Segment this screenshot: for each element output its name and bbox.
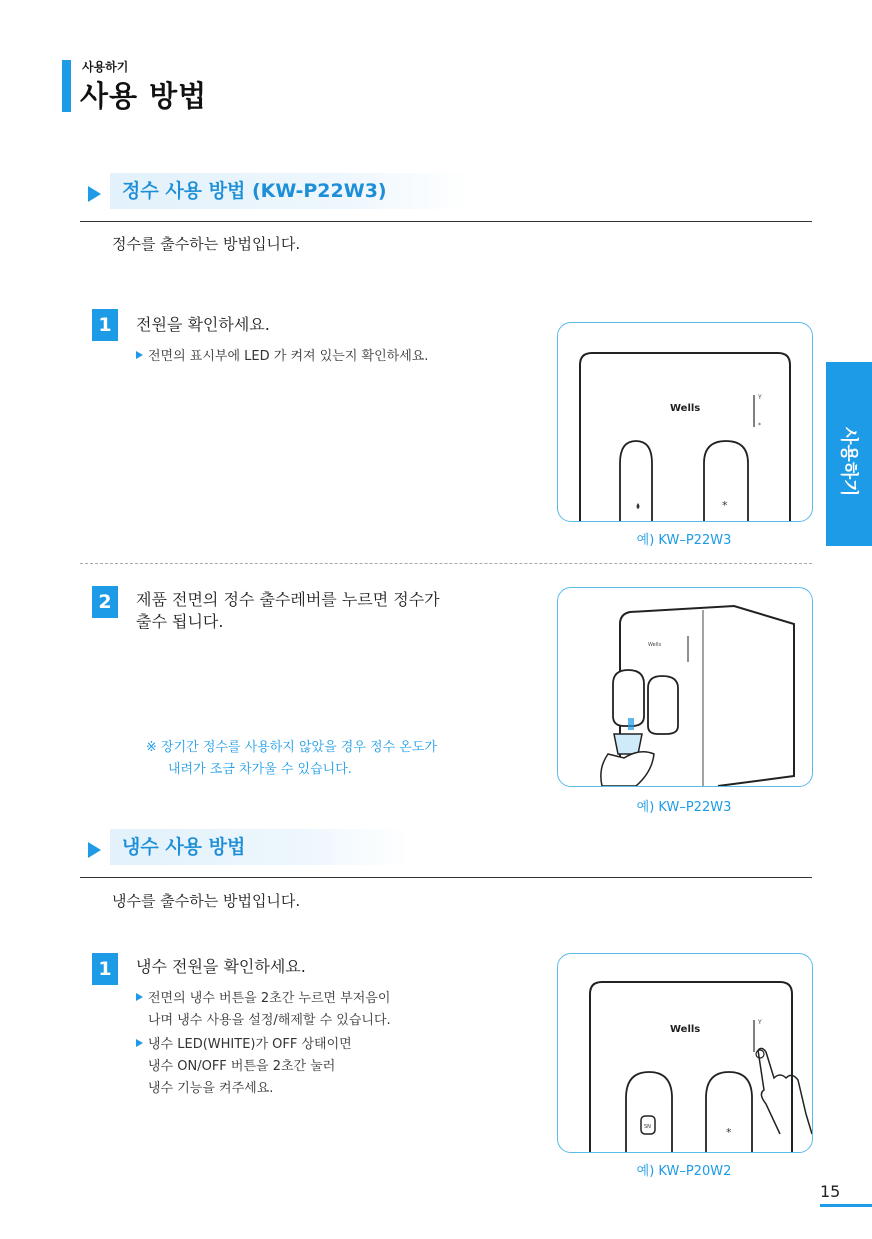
bullet-text: 전면의 표시부에 LED 가 켜져 있는지 확인하세요. — [148, 349, 429, 364]
side-chapter-tab — [826, 362, 872, 546]
bullet-text-cont: 나며 냉수 사용을 설정/해제할 수 있습니다. — [148, 1013, 391, 1028]
purifier-front-illustration — [558, 323, 812, 521]
step-number-badge: 1 — [92, 309, 118, 341]
step-title-line2: 출수 됩니다. — [136, 612, 224, 631]
page-number: 15 — [820, 1182, 841, 1201]
bullet-arrow-icon — [136, 1039, 143, 1047]
step-bullet-2 — [136, 1035, 352, 1055]
purifier-dispensing-illustration — [558, 588, 812, 786]
svg-text:*: * — [726, 1126, 732, 1139]
svg-text:Y: Y — [758, 1019, 762, 1026]
purifier-cold-illustration — [558, 954, 812, 1152]
svg-text:*: * — [722, 499, 728, 512]
brand-logo: Wells — [670, 1024, 701, 1035]
snowflake-icon — [726, 1126, 732, 1139]
bullet-arrow-icon — [136, 351, 143, 359]
dashed-divider — [80, 563, 812, 564]
section-heading-purified — [80, 173, 812, 222]
section-title: 냉수 사용 방법 — [122, 836, 246, 858]
svg-text:Y: Y — [758, 394, 762, 401]
triangle-bullet-icon — [88, 842, 101, 858]
product-figure-dispensing — [557, 587, 813, 787]
header-accent-bar — [62, 60, 71, 112]
figure-caption: 예) KW–P22W3 — [636, 533, 732, 548]
step-bullet-1 — [136, 989, 390, 1009]
svg-text:*: * — [758, 422, 761, 429]
bullet-text: 전면의 냉수 버튼을 2초간 누르면 부저음이 — [148, 991, 391, 1006]
side-chapter-tab-label: 사용하기 — [838, 427, 859, 497]
figure-caption: 예) KW–P20W2 — [636, 1164, 732, 1179]
triangle-bullet-icon — [88, 186, 101, 202]
page-title: 사용 방법 — [80, 79, 208, 113]
product-figure-front — [557, 322, 813, 522]
bullet-text-cont: 냉수 기능을 켜주세요. — [148, 1081, 274, 1096]
step-title-line1: 제품 전면의 정수 출수레버를 누르면 정수가 — [136, 590, 440, 609]
step-title: 냉수 전원을 확인하세요. — [136, 957, 306, 976]
brand-logo: Wells — [670, 403, 701, 414]
section-intro: 정수를 출수하는 방법입니다. — [112, 235, 301, 253]
figure-caption: 예) KW–P22W3 — [636, 800, 732, 815]
svg-text:SN: SN — [644, 1124, 651, 1130]
svg-text:Wells: Wells — [648, 642, 662, 648]
snowflake-icon — [722, 499, 728, 512]
step-title: 전원을 확인하세요. — [136, 315, 270, 334]
product-figure-cold-button — [557, 953, 813, 1153]
section-title: 정수 사용 방법 (KW-P22W3) — [122, 180, 387, 202]
bullet-text: 냉수 LED(WHITE)가 OFF 상태이면 — [148, 1037, 352, 1052]
section-heading-cold — [80, 829, 812, 878]
step-number-badge: 1 — [92, 953, 118, 985]
page-number-underline — [820, 1204, 872, 1207]
note-line2: 내려가 조금 차가울 수 있습니다. — [168, 762, 352, 777]
step-bullet — [136, 347, 428, 367]
bullet-text-cont: 냉수 ON/OFF 버튼을 2초간 눌러 — [148, 1059, 336, 1074]
section-intro: 냉수를 출수하는 방법입니다. — [112, 892, 301, 910]
note-line1: ※ 장기간 정수를 사용하지 않았을 경우 정수 온도가 — [146, 740, 437, 755]
bullet-arrow-icon — [136, 993, 143, 1001]
header-subtitle: 사용하기 — [82, 60, 129, 74]
step-number-badge: 2 — [92, 586, 118, 618]
